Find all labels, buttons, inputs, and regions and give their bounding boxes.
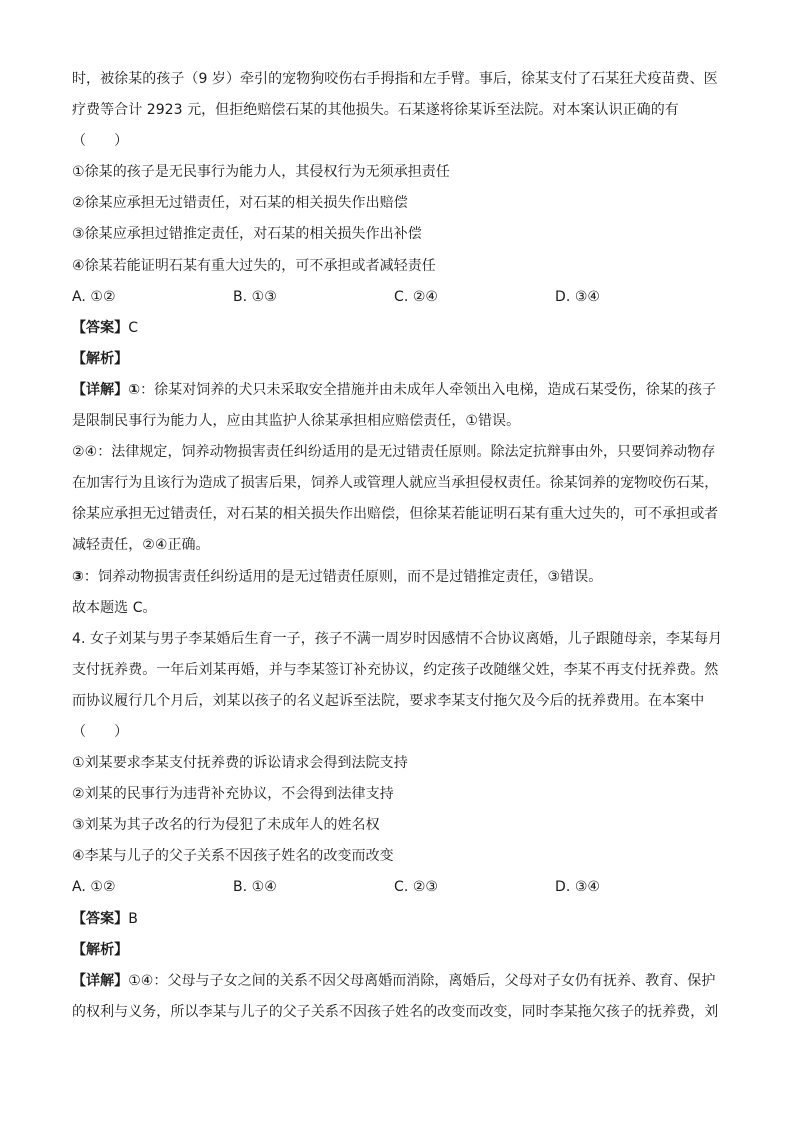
statement-3: ③徐某应承担过错推定责任，对石某的相关损失作出补偿 <box>72 226 422 243</box>
option-a: A. ①② <box>72 879 116 896</box>
statement-2: ②刘某的民事行为违背补充协议，不会得到法律支持 <box>72 786 394 803</box>
question-stem-line: 疗费等合计 2923 元，但拒绝赔偿石某的其他损失。石某遂将徐某诉至法院。对本案认识正确的有 <box>72 102 679 119</box>
option-d: D. ③④ <box>555 879 601 896</box>
detail-line <box>72 966 722 997</box>
question-stem-line: 时，被徐某的孩子（9 岁）牵引的宠物狗咬伤右手拇指和左手臂。事后，徐某支付了石某狂犬疫苗费、医 <box>72 71 718 87</box>
detail-line <box>72 562 722 593</box>
statement-1: ①徐某的孩子是无民事行为能力人，其侵权行为无须承担责任 <box>72 164 450 181</box>
option-a: A. ①② <box>72 288 116 305</box>
answer-options <box>72 282 722 313</box>
analysis-tag: 【解析】 <box>72 941 129 958</box>
analysis-heading <box>72 935 722 966</box>
statement-4: ④徐某若能证明石某有重大过失的，可不承担或者减轻责任 <box>72 257 436 274</box>
detail-line: 在加害行为且该行为造成了损害后果，饲养人或管理人就应当承担侵权责任。徐某饲养的宠物咬伤石某， <box>72 475 719 492</box>
detail-line: 徐某应承担无过错责任，对石某的相关损失作出赔偿，但徐某若能证明石某有重大过失的，可不承担或者 <box>72 506 719 523</box>
answer-tag: 【答案】 <box>72 910 129 927</box>
detail-line <box>72 375 722 406</box>
option-c: C. ②④ <box>394 288 439 305</box>
analysis-tag: 【解析】 <box>72 350 129 367</box>
statement-3: ③刘某为其子改名的行为侵犯了未成年人的姓名权 <box>72 817 380 834</box>
detail-line: 是限制民事行为能力人，应由其监护人徐某承担相应赔偿责任，①错误。 <box>72 413 521 430</box>
question-stem-line: 支付抚养费。一年后刘某再婚，并与李某签订补充协议，约定孩子改随继父姓，李某不再支付抚养费。然 <box>72 661 719 678</box>
question-stem-line: （ ） <box>72 723 129 740</box>
detail-line: 的权利与义务，所以李某与儿子的父子关系不因孩子姓名的改变而改变，同时李某拖欠孩子的抚养费，刘 <box>72 1003 719 1020</box>
option-b: B. ①④ <box>233 879 277 896</box>
detail-mark: ③ <box>72 568 84 585</box>
statement-2: ②徐某应承担无过错责任，对石某的相关损失作出赔偿 <box>72 195 408 212</box>
document-content <box>72 64 722 1028</box>
statement-4: ④李某与儿子的父子关系不因孩子姓名的改变而改变 <box>72 848 394 865</box>
detail-text: ：徐某对饲养的犬只未采取安全措施并由未成年人牵领出入电梯，造成石某受伤，徐某的孩子 <box>140 381 717 398</box>
answer-value: B <box>128 910 138 927</box>
option-d: D. ③④ <box>555 288 601 305</box>
question-3 <box>72 64 722 624</box>
option-b: B. ①③ <box>233 288 277 305</box>
detail-line: 减轻责任，②④正确。 <box>72 537 210 554</box>
detail-line: ②④：法律规定，饲养动物损害责任纠纷适用的是无过错责任原则。除法定抗辩事由外，只要饲养动物存 <box>72 444 716 461</box>
detail-text: ①④：父母与子女之间的关系不因父母离婚而消除，离婚后，父母对子女仍有抚养、教育、保护 <box>128 972 716 989</box>
option-c: C. ②③ <box>394 879 439 896</box>
answer-options <box>72 872 722 903</box>
answer-tag: 【答案】 <box>72 319 129 336</box>
answer-value: C <box>128 319 139 336</box>
answer-line <box>72 313 722 344</box>
detail-tag: 【详解】 <box>72 381 129 398</box>
detail-tag: 【详解】 <box>72 972 129 989</box>
conclusion-line: 故本题选 C。 <box>72 599 157 616</box>
analysis-heading <box>72 344 722 375</box>
question-stem-line: 而协议履行几个月后，刘某以孩子的名义起诉至法院，要求李某支付拖欠及今后的抚养费用。在本案中 <box>72 692 705 709</box>
detail-mark: ① <box>128 381 141 398</box>
detail-text: ：饲养动物损害责任纠纷适用的是无过错责任原则，而不是过错推定责任，③错误。 <box>83 568 603 585</box>
answer-line <box>72 904 722 935</box>
question-4 <box>72 624 722 1028</box>
statement-1: ①刘某要求李某支付抚养费的诉讼请求会得到法院支持 <box>72 755 408 772</box>
question-stem-line: 4. 女子刘某与男子李某婚后生育一子，孩子不满一周岁时因感情不合协议离婚，儿子跟随母亲，李某每月 <box>72 630 723 647</box>
question-stem-line: （ ） <box>72 133 129 150</box>
